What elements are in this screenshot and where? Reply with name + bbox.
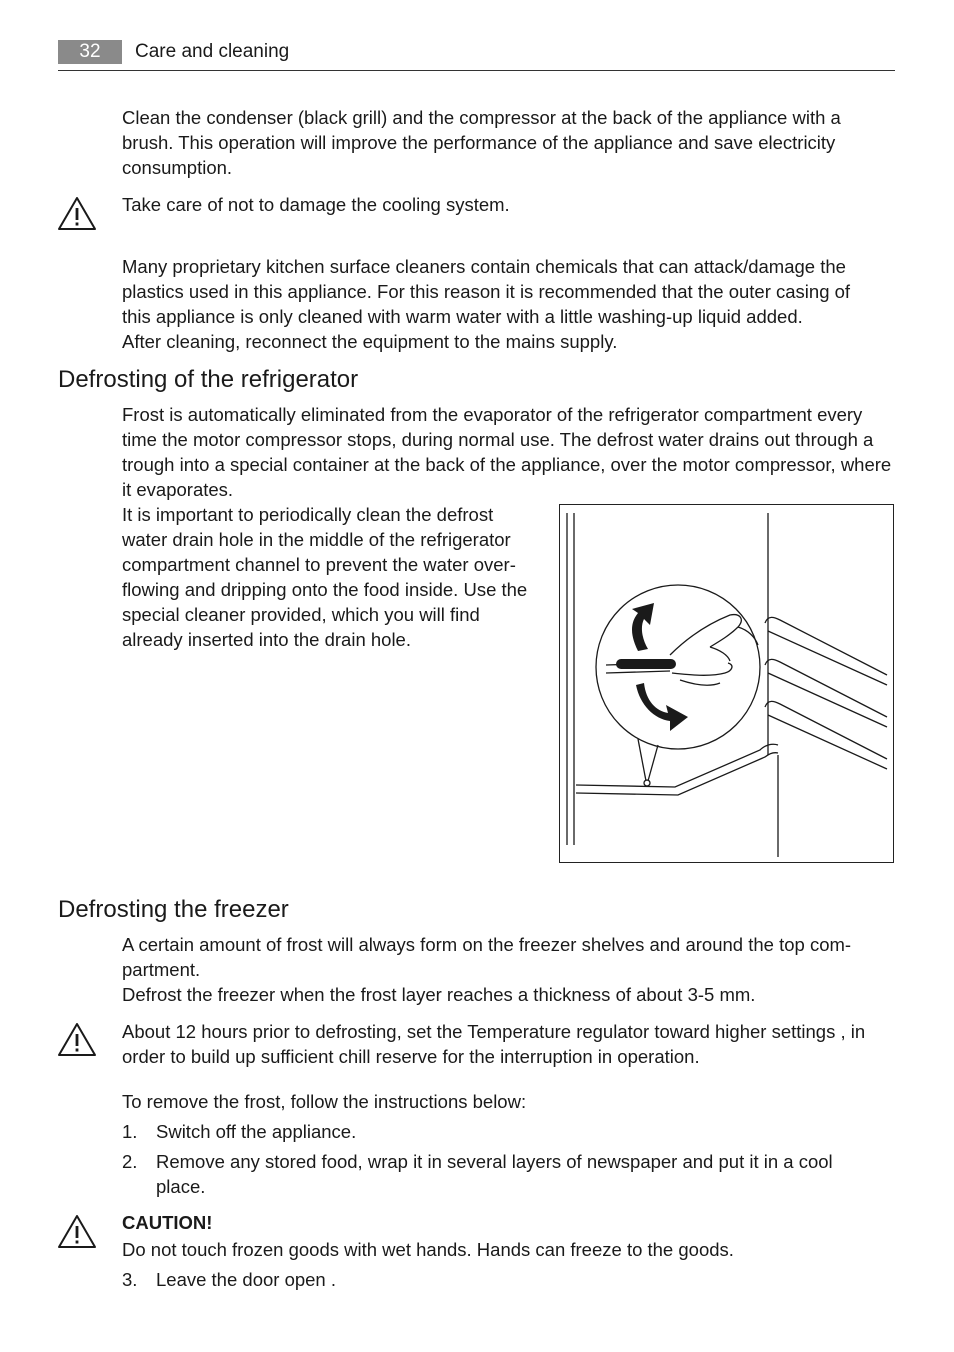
- reconnect-paragraph: After cleaning, reconnect the equipment to the mains supply.: [122, 331, 618, 352]
- cleaning-paragraph: Many proprietary kitchen surface cleaners contain chemicals that can attack/damage the plastics used in this appliance. For this reason it is recommended that the outer casing of this appliance is only cleaned with warm water with a little washing-up liquid added.: [122, 256, 851, 327]
- page-header: [58, 40, 895, 71]
- frost-formation-paragraph: A certain amount of frost will always form on the freezer shelves and around the top compartment.: [122, 934, 852, 980]
- steps-intro: To remove the frost, follow the instructions below:: [122, 1091, 527, 1112]
- warning-icon: [57, 1214, 97, 1250]
- step-text: Leave the door open .: [156, 1269, 337, 1290]
- step-number: 2.: [122, 1151, 138, 1172]
- heading-defrost-refrigerator: Defrosting of the refrigerator: [58, 366, 359, 393]
- warning-text-temperature: About 12 hours prior to defrosting, set the Temperature regulator toward higher settings , in order to build up sufficient chill reserve for the interruption in operation.: [122, 1021, 866, 1067]
- step-text: Remove any stored food, wrap it in several layers of newspaper and put it in a cool place.: [156, 1151, 833, 1197]
- caution-title: CAUTION!: [122, 1212, 213, 1233]
- heading-defrost-freezer: Defrosting the freezer: [58, 896, 289, 923]
- step-number: 3.: [122, 1269, 138, 1290]
- section-title: Care and cleaning: [135, 41, 290, 62]
- drain-hole-paragraph: It is important to periodically clean the defrost water drain hole in the middle of the refrigerator compartment channel to prevent the water overflowing and dripping onto the food inside. Use the special cleaner provided, which you will find already inserted into the drain hole.: [122, 504, 528, 650]
- step-number: 1.: [122, 1121, 138, 1142]
- intro-paragraph: Clean the condenser (black grill) and the compressor at the back of the appliance with a brush. This operation will improve the performance of the appliance and save electricity consumption.: [122, 107, 841, 178]
- caution-text: Do not touch frozen goods with wet hands. Hands can freeze to the goods.: [122, 1239, 734, 1260]
- frost-thickness-paragraph: Defrost the freezer when the frost layer reaches a thickness of about 3-5 mm.: [122, 984, 756, 1005]
- drain-hole-illustration: [559, 504, 894, 863]
- warning-text-cooling: Take care of not to damage the cooling system.: [122, 194, 510, 215]
- step-text: Switch off the appliance.: [156, 1121, 357, 1142]
- defrost-fridge-paragraph: Frost is automatically eliminated from the evaporator of the refrigerator compartment every time the motor compressor stops, during normal use. The defrost water drains out through a trough into a special container at the back of the appliance, over the motor compressor, where it evaporates.: [122, 404, 892, 500]
- page-number: 32: [58, 40, 122, 64]
- warning-icon: [57, 196, 97, 232]
- warning-icon: [57, 1022, 97, 1058]
